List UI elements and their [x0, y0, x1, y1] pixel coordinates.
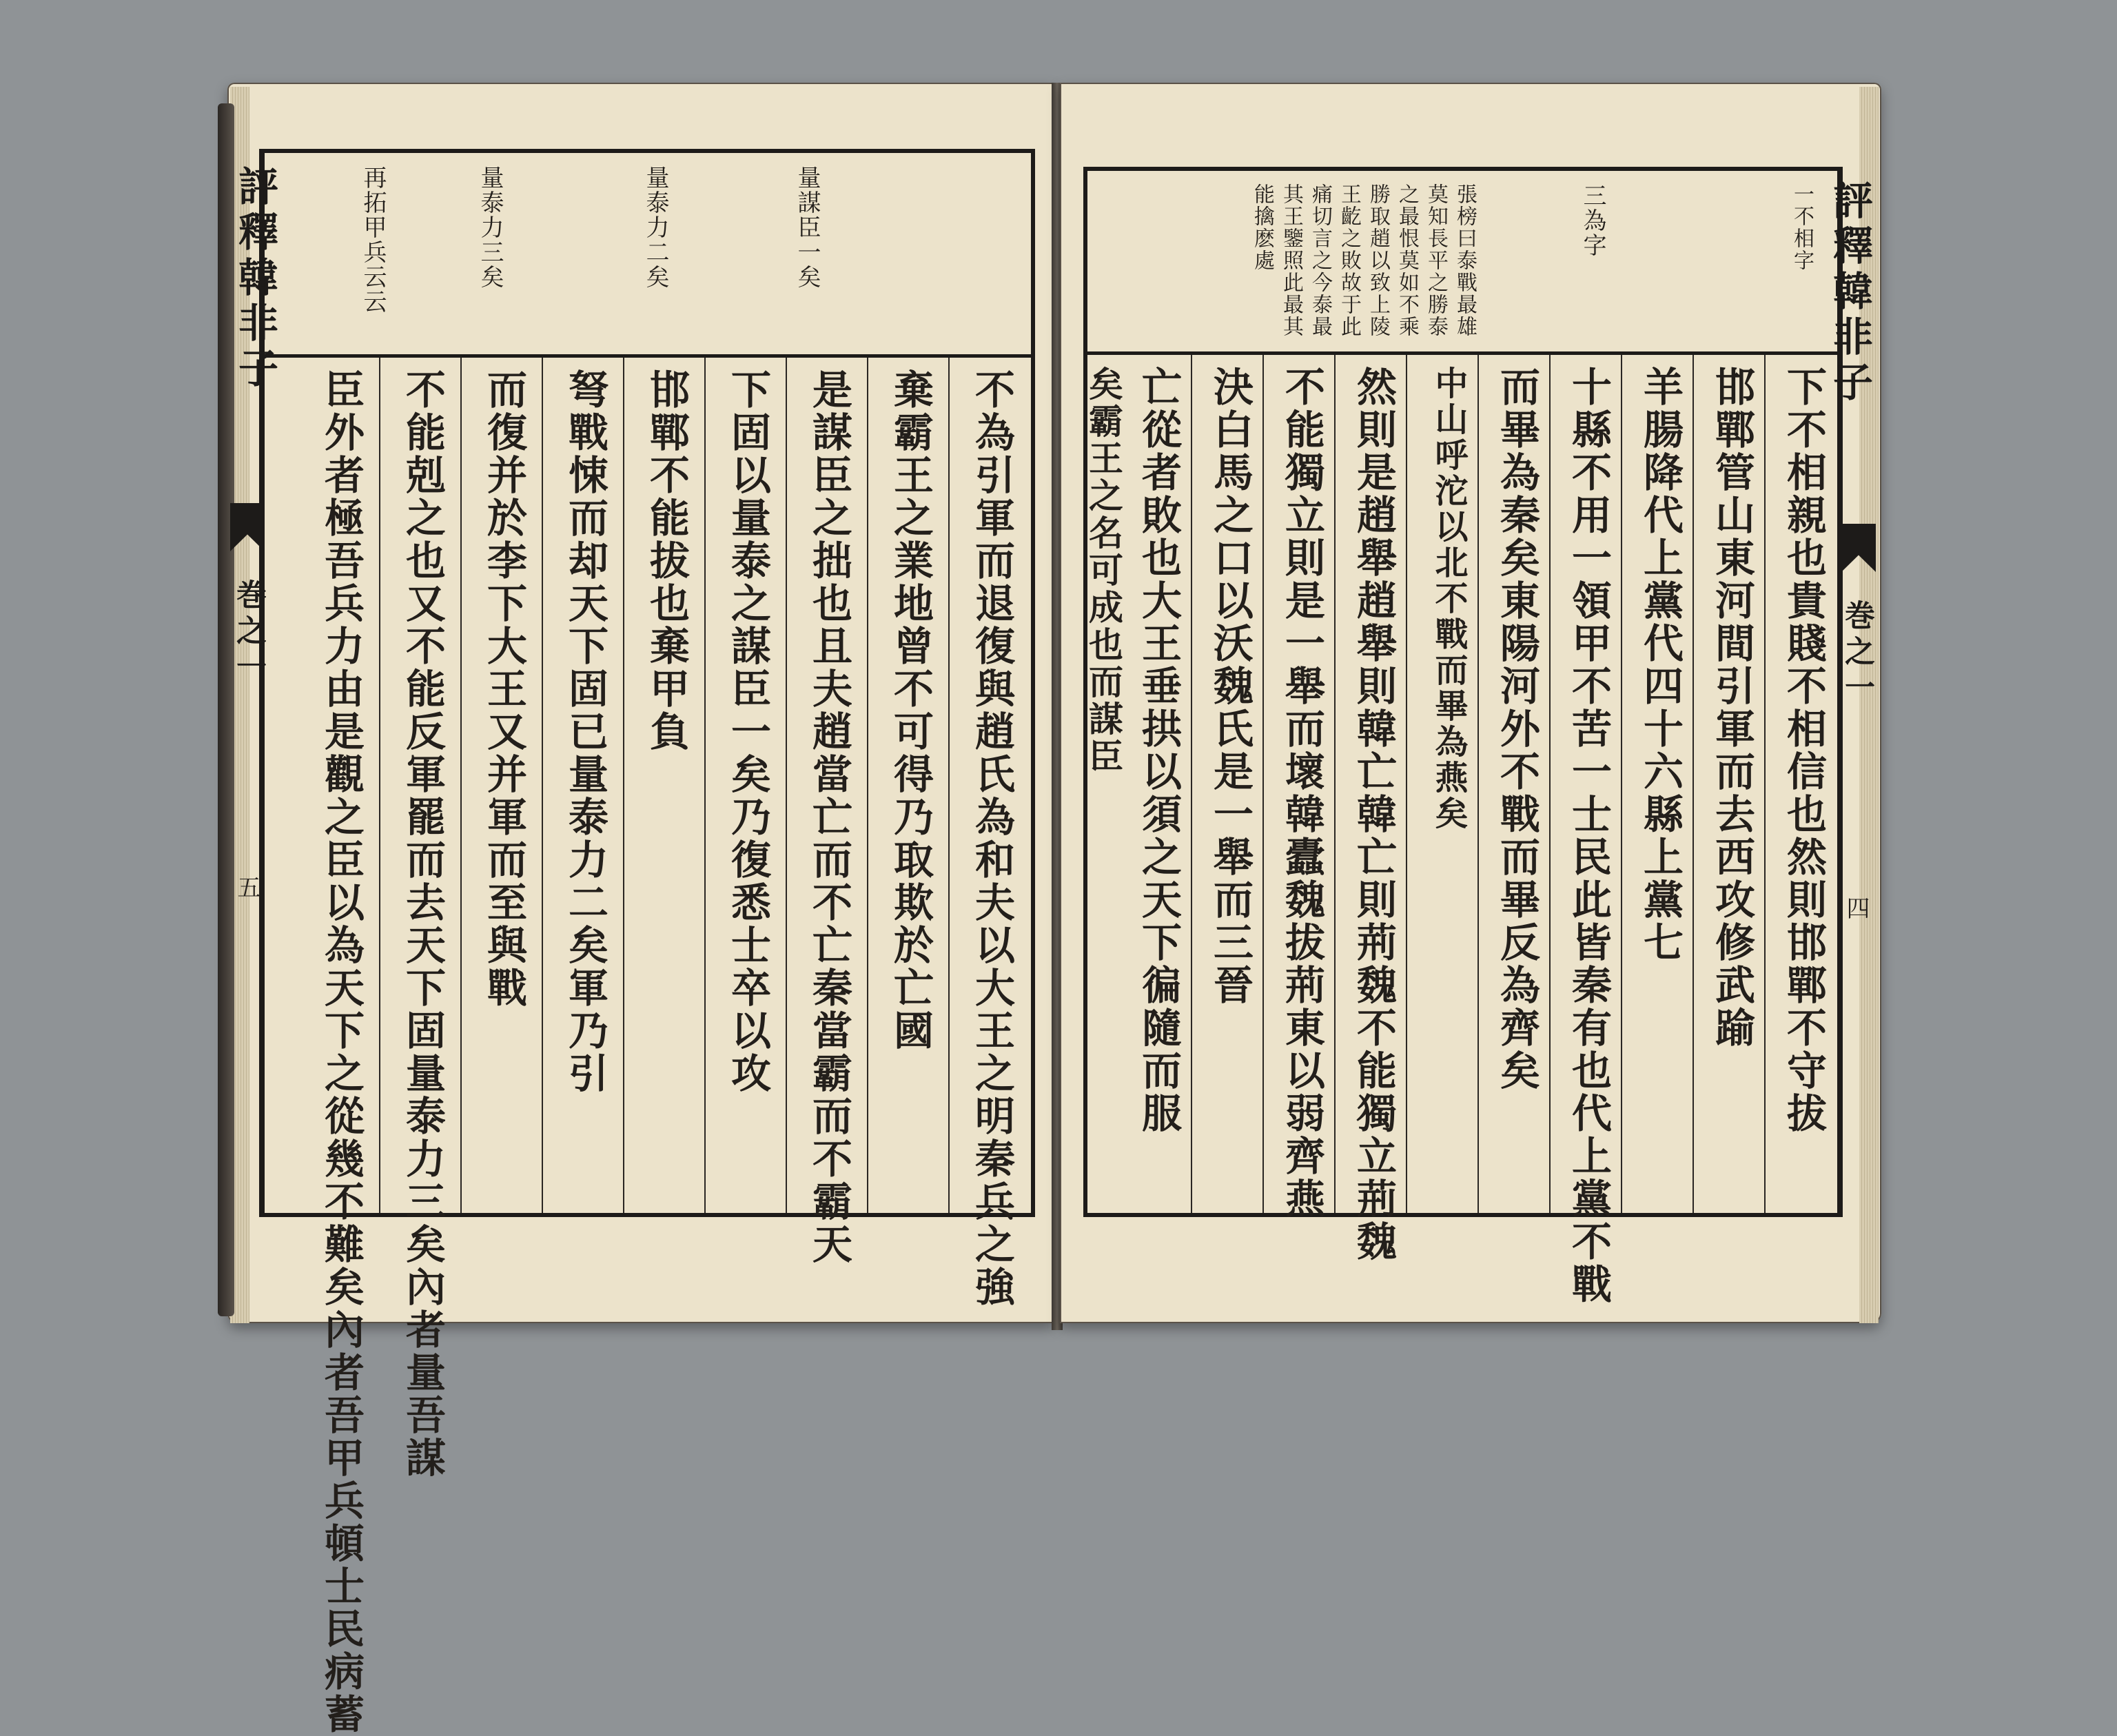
left-side-title: 評釋韓非子	[232, 165, 278, 393]
headnote: 量泰力二矣	[642, 165, 669, 289]
main-text	[265, 358, 1031, 1736]
text-column: 下不相親也貴賤不相信也然則邯鄲不守拔	[1780, 366, 1827, 1135]
column-rule	[1692, 355, 1694, 1213]
headnote: 再拓甲兵云云	[359, 165, 387, 314]
column-rule	[704, 358, 706, 1213]
column-rule	[623, 358, 624, 1213]
right-side-title: 評釋韓非子	[1826, 179, 1873, 407]
text-column: 不能剋之也又不能反軍罷而去天下固量泰力三矣內者量吾謀	[399, 369, 446, 1480]
headnote: 量謀臣一矣	[793, 165, 821, 289]
column-rule	[1191, 355, 1192, 1213]
text-column: 而畢為秦矣東陽河外不戰而畢反為齊矣	[1493, 366, 1540, 1092]
headnote: 一不相字	[1790, 183, 1814, 272]
text-column: 臣外者極吾兵力由是觀之臣以為天下之從幾不難矣內者吾甲兵頓士民病蓄	[318, 369, 365, 1736]
text-column: 是謀臣之拙也且夫趙當亡而不亡秦當霸而不霸天	[806, 369, 852, 1266]
column-rule	[1406, 355, 1407, 1213]
headnote-band	[1087, 171, 1837, 355]
column-rule	[1621, 355, 1622, 1213]
text-column: 而復并於李下大王又并軍而至與戰	[480, 369, 527, 1010]
text-column: 中山呼沱以北不戰而畢為燕矣	[1429, 366, 1468, 832]
column-rule	[460, 358, 462, 1213]
fish-tail-mark	[1841, 524, 1876, 572]
column-rule	[948, 358, 950, 1213]
right-page	[1060, 83, 1881, 1323]
text-column: 不能獨立則是一舉而壞韓蠹魏拔荊東以弱齊燕	[1278, 366, 1325, 1221]
left-side-volume: 巻之一	[231, 579, 266, 686]
headnote: 三為字	[1579, 183, 1606, 258]
headnote: 張榜曰泰戰最雄莫知長平之勝泰之最恨莫如不乘勝取趙以致上陵王齕之敗故于此痛切言之今泰最其王鑒照此最其能擒麽處	[1250, 183, 1477, 338]
text-column: 決白馬之口以沃魏氏是一舉而三晉	[1207, 366, 1254, 1007]
column-rule	[542, 358, 543, 1213]
text-column: 十縣不用一領甲不苦一士民此皆秦有也代上黨不戰	[1565, 366, 1612, 1306]
column-rule	[1549, 355, 1551, 1213]
right-folio: 四	[1842, 896, 1870, 919]
column-rule	[1262, 355, 1264, 1213]
left-folio: 五	[233, 875, 260, 899]
column-rule	[867, 358, 868, 1213]
column-rule	[1764, 355, 1766, 1213]
headnote-band	[265, 153, 1031, 358]
text-column: 不為引軍而退復與趙氏為和夫以大王之明秦兵之強	[968, 369, 1015, 1309]
main-text	[1083, 355, 1837, 1306]
right-page-frame	[1083, 167, 1843, 1306]
text-column: 棄霸王之業地曾不可得乃取欺於亡國	[887, 369, 934, 1052]
column-rule	[786, 358, 787, 1213]
right-side-volume: 巻之一	[1839, 600, 1874, 707]
column-rule	[1334, 355, 1336, 1213]
text-column: 羊腸降代上黨代四十六縣上黨七	[1637, 366, 1684, 964]
column-rule	[1477, 355, 1479, 1213]
text-column: 亡從者敗也大王垂拱以須之天下徧隨而服	[1135, 366, 1182, 1135]
left-page	[227, 83, 1054, 1736]
open-book	[227, 83, 1881, 1736]
text-column: 下固以量泰之謀臣一矣乃復悉士卒以攻	[724, 369, 771, 1095]
text-column: 邯鄲不能拔也棄甲負	[643, 369, 690, 753]
headnote: 量泰力三矣	[476, 165, 504, 289]
column-rule	[379, 358, 380, 1213]
text-column: 弩戰悚而却天下固已量泰力二矣軍乃引	[562, 369, 608, 1095]
text-column: 邯鄲管山東河間引軍而去西攻修武踰	[1708, 366, 1755, 1050]
text-column: 然則是趙舉趙舉則韓亡韓亡則荊魏不能獨立荊魏	[1350, 366, 1397, 1263]
left-page-frame	[259, 149, 1035, 1736]
text-column: 矣霸王之名可成也而謀臣	[1083, 366, 1124, 775]
